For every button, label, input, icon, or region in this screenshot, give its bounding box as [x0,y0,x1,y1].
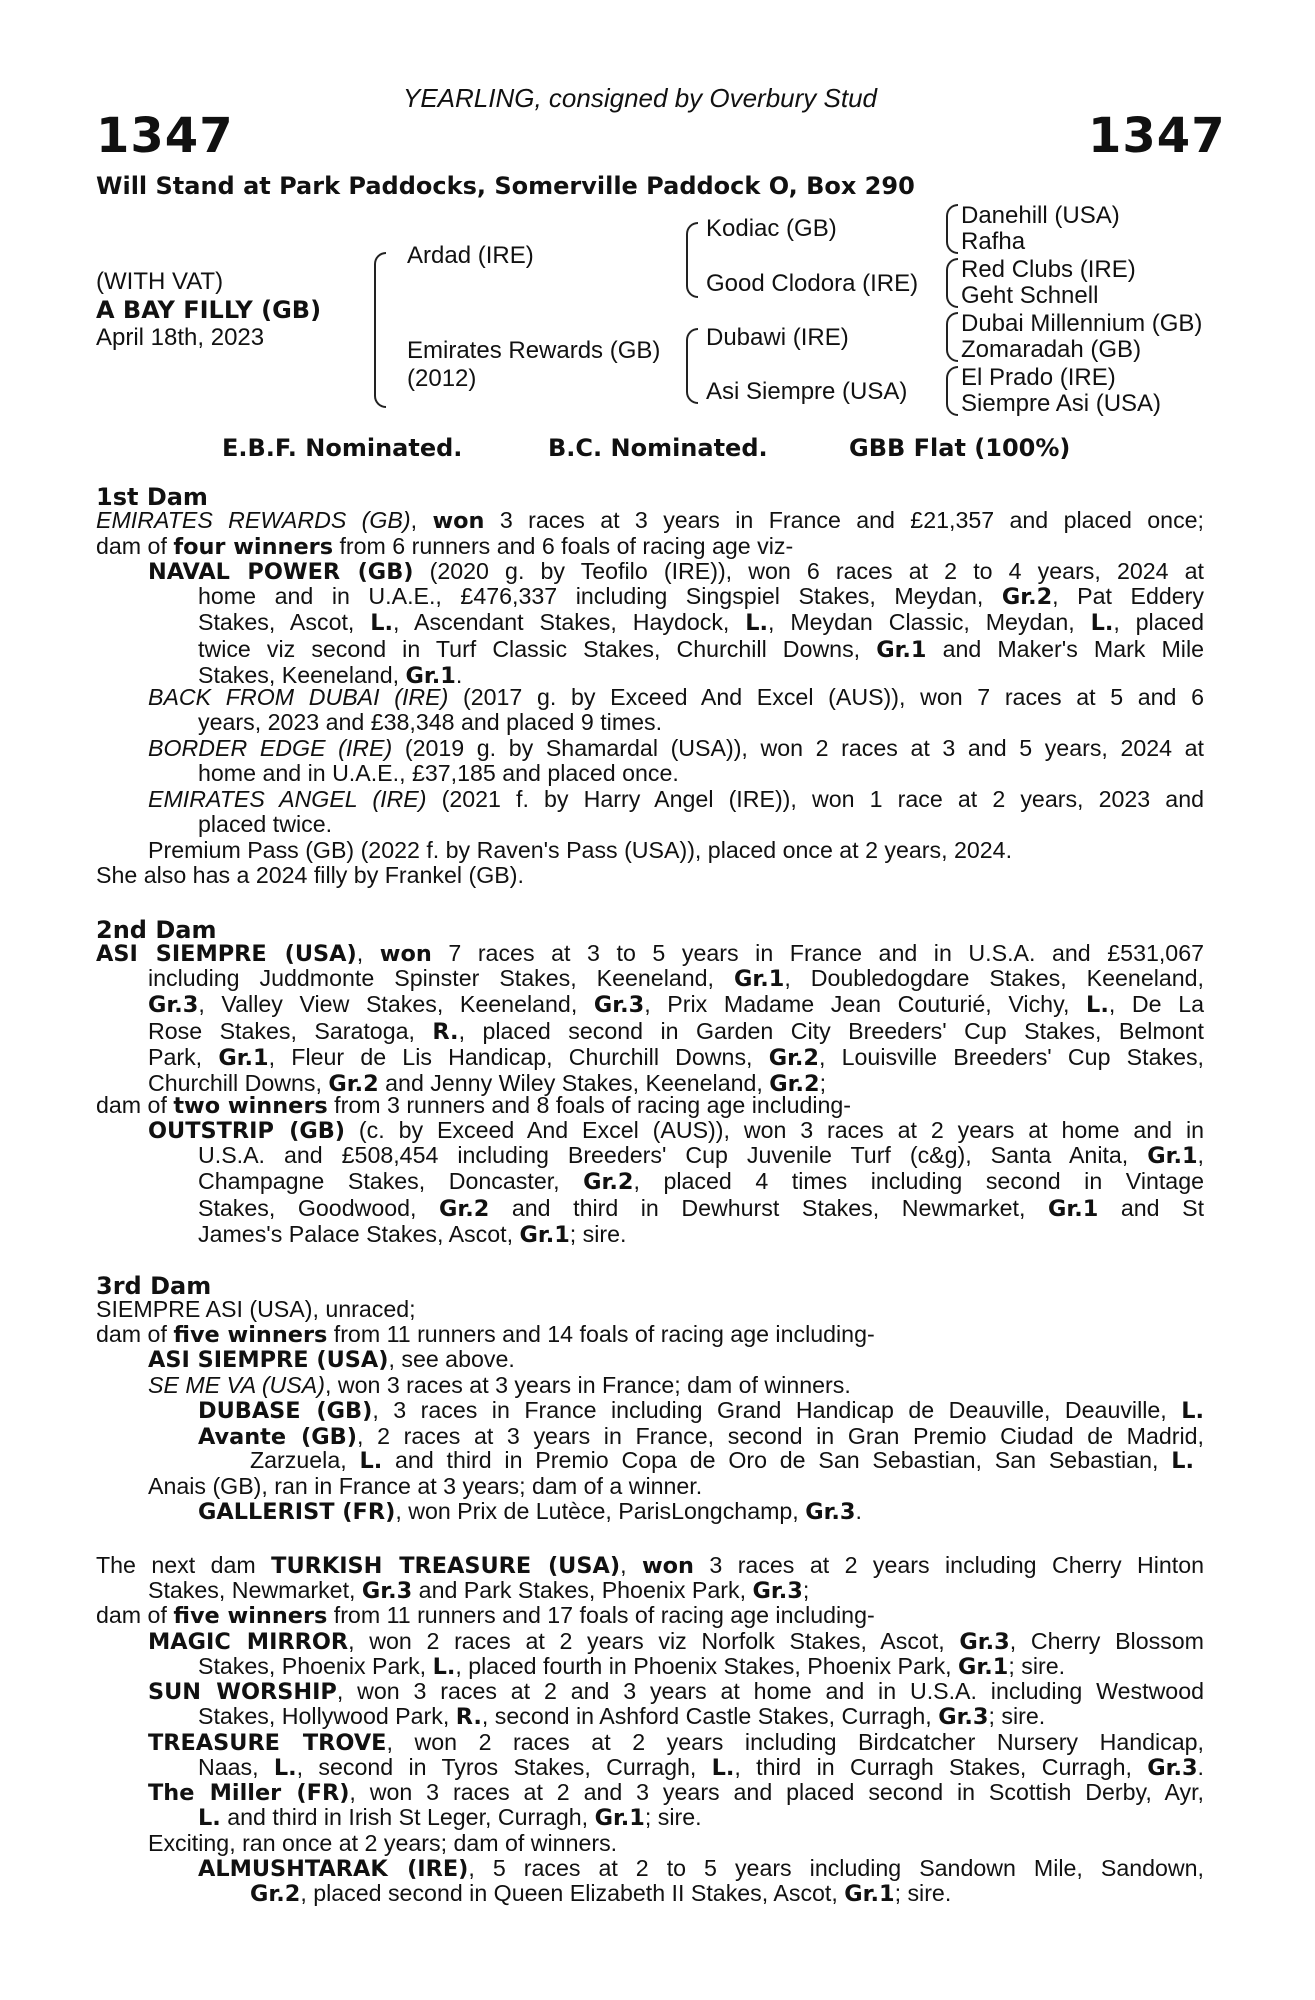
dam-sire: Dubawi (IRE) [706,324,849,351]
text-line: GALLERIST (FR), won Prix de Lutèce, ParisLongchamp, Gr.3. [198,1498,862,1525]
second-dam-record [148,966,1204,1097]
text-line: Stakes, Hollywood Park, R., second in Ashford Castle Stakes, Curragh, Gr.3; sire. [198,1703,1046,1730]
third-dam-grandproduce [198,1398,1204,1451]
dam-name: Emirates Rewards (GB) [407,337,661,364]
text-line: Stakes, Newmarket, Gr.3 and Park Stakes, Phoenix Park, Gr.3; [148,1577,810,1604]
text-line: placed twice. [198,811,333,837]
text-line: Rose Stakes, Saratoga, R., placed second in Garden City Breeders' Cup Stakes, Belmont [148,1017,1204,1045]
produce-the-miller [148,1780,1204,1806]
text-line: L. and third in Irish St Leger, Curragh, Gr.1; sire. [198,1804,702,1831]
produce-almushtarak [198,1856,1204,1882]
brace-ss [946,204,958,254]
ggs-4: Geht Schnell [961,282,1099,309]
lot-number-left: 1347 [96,108,234,164]
produce-magic-mirror-cont [198,1654,1204,1680]
produce-back-from-dubai-cont [198,710,1204,735]
text-line: Park, Gr.1, Fleur de Lis Handicap, Churchill Downs, Gr.2, Louisville Breeders' Cup Stakes, [148,1043,1205,1071]
produce-outstrip [148,1118,1204,1144]
text-line: SIEMPRE ASI (USA), unraced; [96,1296,416,1322]
consignment: YEARLING, consigned by Overbury Stud [403,83,878,113]
text-line: James's Palace Stakes, Ascot, Gr.1; sire. [198,1220,627,1248]
text-line: Stakes, Keeneland, Gr.1. [198,661,463,689]
brace-sd [946,258,958,308]
third-dam-heading: 3rd Dam [96,1272,212,1300]
produce-premium-pass [148,838,1204,863]
dam-year: (2012) [407,365,477,392]
produce-sun-worship [148,1679,1204,1705]
text-line: Champagne Stakes, Doncaster, Gr.2, placed 4 times including second in Vintage [198,1168,1204,1196]
text-line: DUBASE (GB), 3 races in France including Grand Handicap de Deauville, Deauville, L. [198,1397,1204,1424]
text-line: dam of four winners from 6 runners and 6 foals of racing age viz- [96,533,794,561]
text-line: She also has a 2024 filly by Frankel (GB). [96,862,524,888]
produce-border-edge-cont [198,761,1204,786]
third-dam-anais [148,1474,1204,1499]
produce-emirates-angel [148,787,1204,812]
text-line: including Juddmonte Spinster Stakes, Keeneland, Gr.1, Doubledogdare Stakes, Keeneland, [148,965,1204,992]
text-line: Naas, L., second in Tyros Stakes, Curragh, L., third in Curragh Stakes, Curragh, Gr.3. [198,1754,1204,1781]
text-line: dam of five winners from 11 runners and 17 foals of racing age including- [96,1602,875,1629]
produce-naval-power [148,559,1204,585]
dam-dam: Asi Siempre (USA) [706,378,908,405]
text-line: home and in U.A.E., £37,185 and placed once. [198,760,679,786]
text-line: dam of two winners from 3 runners and 8 foals of racing age including- [96,1092,852,1119]
sire-name: Ardad (IRE) [407,242,534,269]
vat-label: (WITH VAT) [96,268,224,295]
gbb-flat: GBB Flat (100%) [849,434,1071,462]
text-line: Avante (GB), 2 races at 3 years in France, second in Gran Premio Ciudad de Madrid, [198,1423,1204,1451]
text-line: Exciting, ran once at 2 years; dam of winners. [148,1830,618,1856]
text-line: Stakes, Ascot, L., Ascendant Stakes, Haydock, L., Meydan Classic, Meydan, L., placed [198,609,1204,637]
text-line: EMIRATES ANGEL (IRE) (2021 f. by Harry Angel (IRE)), won 1 race at 2 years, 2023 and [148,786,1204,812]
next-dam-summary [96,1603,1204,1629]
text-line: Churchill Downs, Gr.2 and Jenny Wiley Stakes, Keeneland, Gr.2; [148,1070,827,1098]
produce-magic-mirror [148,1629,1204,1655]
second-dam-produce-summary [96,1093,1204,1119]
bc-nomination: B.C. Nominated. [548,434,768,462]
text-line: Anais (GB), ran in France at 3 years; dam of a winner. [148,1473,703,1499]
second-dam-heading: 2nd Dam [96,916,217,944]
text-line: The next dam TURKISH TREASURE (USA), won 3 races at 2 years including Cherry Hinton [96,1552,1205,1579]
third-dam-text [96,1297,1204,1349]
ggs-3: Red Clubs (IRE) [961,256,1136,283]
ebf-nomination: E.B.F. Nominated. [222,434,463,462]
next-dam-text [96,1553,1204,1579]
text-line: Stakes, Goodwood, Gr.2 and third in Dewhurst Stakes, Newmarket, Gr.1 and St [198,1194,1205,1222]
brace-sire [686,222,698,298]
third-dam-gallerist [198,1499,1204,1525]
second-dam-name [96,941,1204,967]
brace-dam [686,328,698,404]
ggs-6: Zomaradah (GB) [961,336,1142,363]
text-line: Zarzuela, L. and third in Premio Copa de Oro de San Sebastian, San Sebastian, L. [250,1447,1194,1474]
brace-ds [946,312,958,362]
lot-number-right: 1347 [1088,108,1226,164]
text-line: EMIRATES REWARDS (GB), won 3 races at 3 years in France and £21,357 and placed once; [96,507,1205,534]
text-line: Stakes, Phoenix Park, L., placed fourth in Phoenix Stakes, Phoenix Park, Gr.1; sire. [198,1653,1066,1680]
third-dam-produce [148,1347,1204,1399]
text-line: U.S.A. and £508,454 including Breeders' Cup Juvenile Turf (c&g), Santa Anita, Gr.1, [198,1142,1204,1169]
produce-treasure-trove [148,1730,1204,1756]
text-line: Gr.3, Valley View Stakes, Keeneland, Gr.3, Prix Madame Jean Couturié, Vichy, L., De La [148,991,1204,1019]
produce-back-from-dubai [148,685,1204,710]
text-line: twice viz second in Turf Classic Stakes, Churchill Downs, Gr.1 and Maker's Mark Mile [198,635,1204,663]
ggs-2: Rafha [961,228,1026,255]
text-line: Gr.2, placed second in Queen Elizabeth II Stakes, Ascot, Gr.1; sire. [250,1880,952,1907]
ggs-5: Dubai Millennium (GB) [961,310,1203,337]
produce-exciting [148,1831,1204,1856]
text-line: ASI SIEMPRE (USA), won 7 races at 3 to 5 years in France and in U.S.A. and £531,067 [96,940,1204,967]
text-line: SE ME VA (USA), won 3 races at 3 years in France; dam of winners. [148,1372,851,1399]
brace-dd [946,366,958,416]
produce-almushtarak-cont [250,1881,1194,1907]
text-line: Premium Pass (GB) (2022 f. by Raven's Pass (USA)), placed once at 2 years, 2024. [148,837,1013,863]
text-line: MAGIC MIRROR, won 2 races at 2 years viz Norfolk Stakes, Ascot, Gr.3, Cherry Blossom [148,1628,1204,1655]
stand-location: Will Stand at Park Paddocks, Somerville Paddock O, Box 290 [96,172,915,200]
third-dam-grandproduce-cont [250,1448,1194,1474]
birth-date: April 18th, 2023 [96,324,265,351]
produce-border-edge [148,736,1204,761]
produce-note [96,863,1204,888]
text-line: dam of five winners from 11 runners and 14 foals of racing age including- [96,1321,875,1349]
first-dam-text [96,508,1204,561]
produce-sun-worship-cont [198,1704,1204,1730]
text-line: ASI SIEMPRE (USA), see above. [148,1346,515,1373]
text-line: The Miller (FR), won 3 races at 2 and 3 years and placed second in Scottish Derby, Ayr, [148,1779,1204,1806]
ggs-1: Danehill (USA) [961,202,1120,229]
text-line: ALMUSHTARAK (IRE), 5 races at 2 to 5 years including Sandown Mile, Sandown, [198,1855,1204,1882]
brace-horse [374,252,386,408]
text-line: OUTSTRIP (GB) (c. by Exceed And Excel (AUS)), won 3 races at 2 years at home and in [148,1117,1204,1144]
sire-sire: Kodiac (GB) [706,215,837,242]
horse-name: A BAY FILLY (GB) [96,296,322,324]
ggs-7: El Prado (IRE) [961,364,1116,391]
text-line: BORDER EDGE (IRE) (2019 g. by Shamardal (USA)), won 2 races at 3 and 5 years, 2024 at [148,735,1204,761]
ggs-8: Siempre Asi (USA) [961,390,1162,417]
produce-the-miller-cont [198,1805,1204,1831]
produce-emirates-angel-cont [198,812,1204,837]
text-line: years, 2023 and £38,348 and placed 9 times. [198,709,663,735]
text-line: SUN WORSHIP, won 3 races at 2 and 3 years at home and in U.S.A. including Westwood [148,1678,1204,1705]
text-line: BACK FROM DUBAI (IRE) (2017 g. by Exceed And Excel (AUS)), won 7 races at 5 and 6 [148,684,1204,710]
text-line: home and in U.A.E., £476,337 including Singspiel Stakes, Meydan, Gr.2, Pat Eddery [198,583,1204,610]
text-line: NAVAL POWER (GB) (2020 g. by Teofilo (IRE)), won 6 races at 2 to 4 years, 2024 at [148,558,1204,585]
produce-outstrip-cont [198,1143,1204,1248]
sire-dam: Good Clodora (IRE) [706,270,919,297]
text-line: TREASURE TROVE, won 2 races at 2 years including Birdcatcher Nursery Handicap, [148,1729,1205,1756]
produce-treasure-trove-cont [198,1755,1204,1781]
first-dam-heading: 1st Dam [96,483,208,511]
produce-naval-power-cont [198,584,1204,689]
next-dam-text-cont [148,1578,1204,1604]
